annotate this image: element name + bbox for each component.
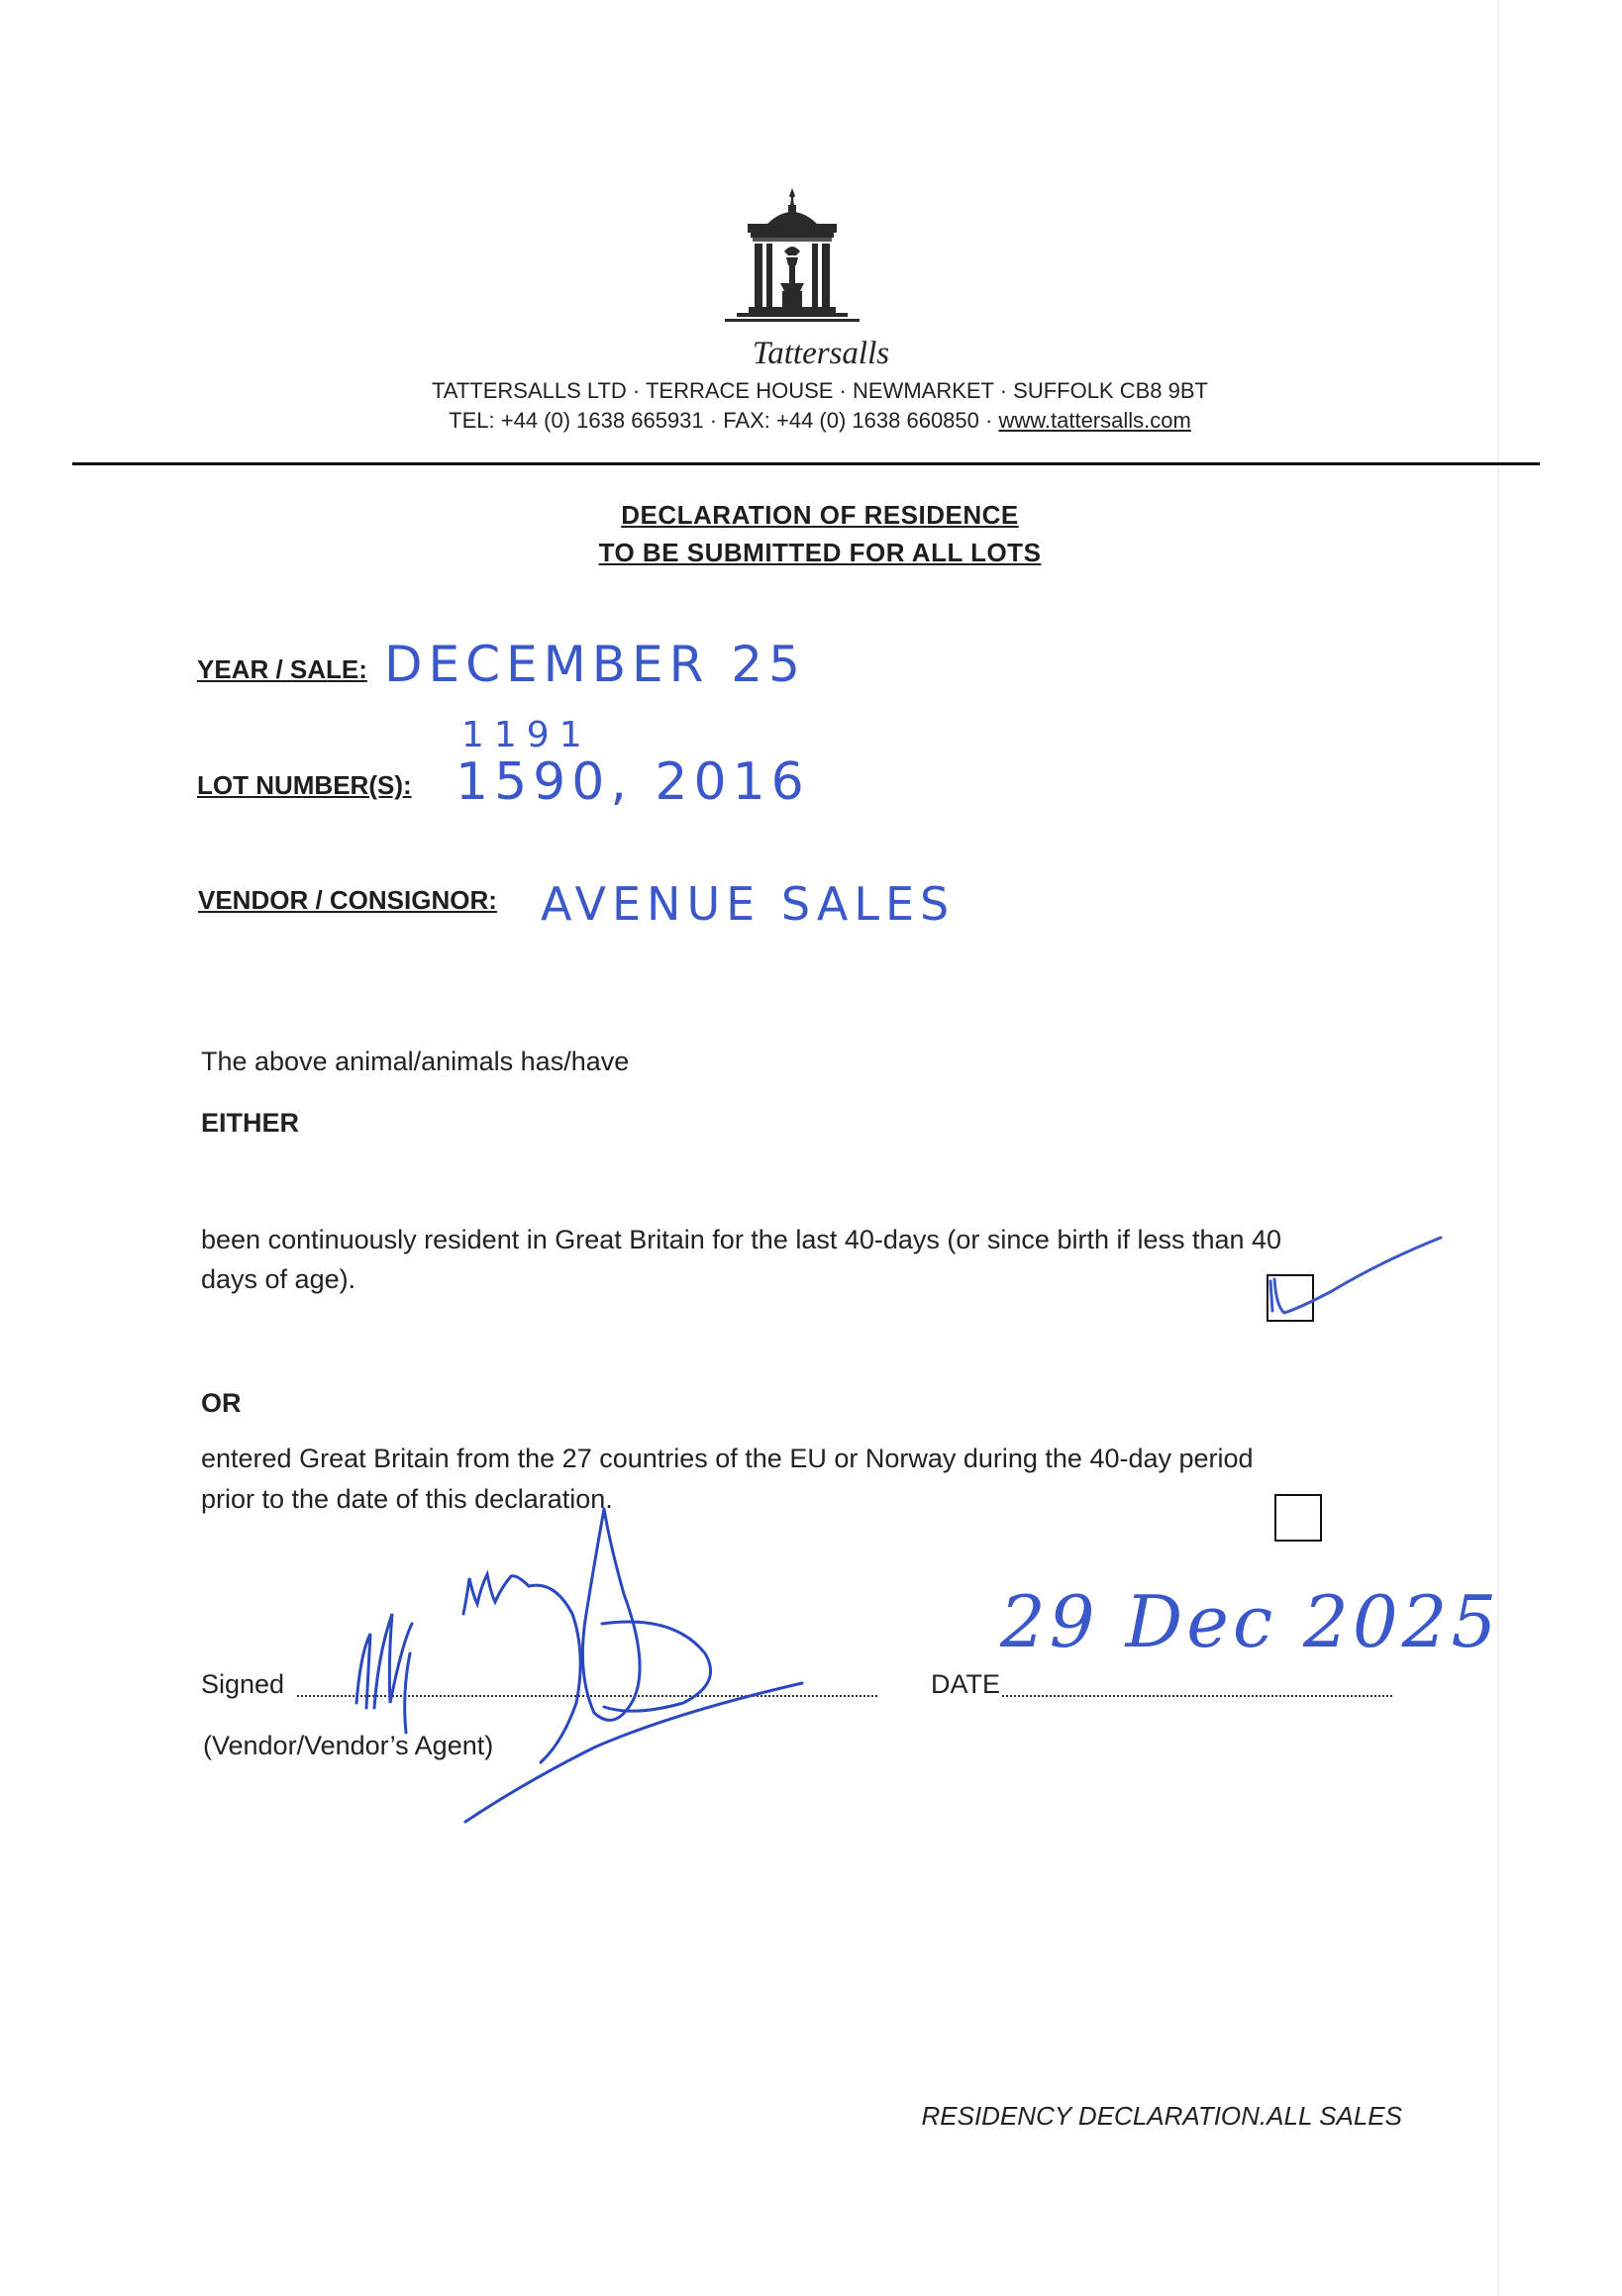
website-link[interactable]: www.tattersalls.com (998, 408, 1191, 433)
form-subtitle: TO BE SUBMITTED FOR ALL LOTS (598, 538, 1042, 567)
form-title: DECLARATION OF RESIDENCE (621, 500, 1019, 530)
address-line: TATTERSALLS LTD · TERRACE HOUSE · NEWMARKET · SUFFOLK CB8 9BT (432, 378, 1208, 403)
brand-name: Tattersalls (752, 336, 890, 371)
option1-checkmark-icon (1263, 1228, 1451, 1327)
lot-number-extra[interactable]: 1191 (461, 715, 592, 755)
vendor-value[interactable]: AVENUE SALES (541, 877, 956, 931)
date-value[interactable]: 29 Dec 2025 (1000, 1580, 1501, 1663)
option1-line2: days of age). (201, 1264, 356, 1294)
lot-numbers-label: LOT NUMBER(S): (197, 770, 412, 800)
vendor-label: VENDOR / CONSIGNOR: (198, 885, 497, 915)
date-label: DATE (931, 1669, 1001, 1699)
form-name-footer: RESIDENCY DECLARATION.ALL SALES (921, 2101, 1402, 2131)
or-heading: OR (201, 1388, 242, 1418)
option2-checkbox[interactable] (1274, 1494, 1322, 1542)
option1-line1: been continuously resident in Great Britain for the last 40-days (or since birth if less than 40 (201, 1225, 1282, 1254)
option2-line2: prior to the date of this declaration. (201, 1484, 613, 1514)
statement-intro: The above animal/animals has/have (201, 1047, 630, 1076)
either-heading: EITHER (201, 1108, 300, 1138)
header-divider (72, 462, 1540, 465)
signer-role: (Vendor/Vendor’s Agent) (203, 1731, 494, 1760)
date-line (1002, 1695, 1392, 1697)
year-sale-label: YEAR / SALE: (197, 654, 367, 684)
contact-phone-fax: TEL: +44 (0) 1638 665931 · FAX: +44 (0) 1638 660850 · (449, 408, 999, 433)
tattersalls-logo-icon (723, 186, 862, 335)
handwritten-signature[interactable] (307, 1505, 822, 1832)
contact-line (0, 408, 1622, 434)
lot-numbers-value[interactable]: 1590, 2016 (456, 752, 810, 812)
year-sale-value[interactable]: DECEMBER 25 (384, 636, 806, 693)
signed-label: Signed (201, 1669, 285, 1699)
option2-line1: entered Great Britain from the 27 countries of the EU or Norway during the 40-day period (201, 1444, 1254, 1473)
